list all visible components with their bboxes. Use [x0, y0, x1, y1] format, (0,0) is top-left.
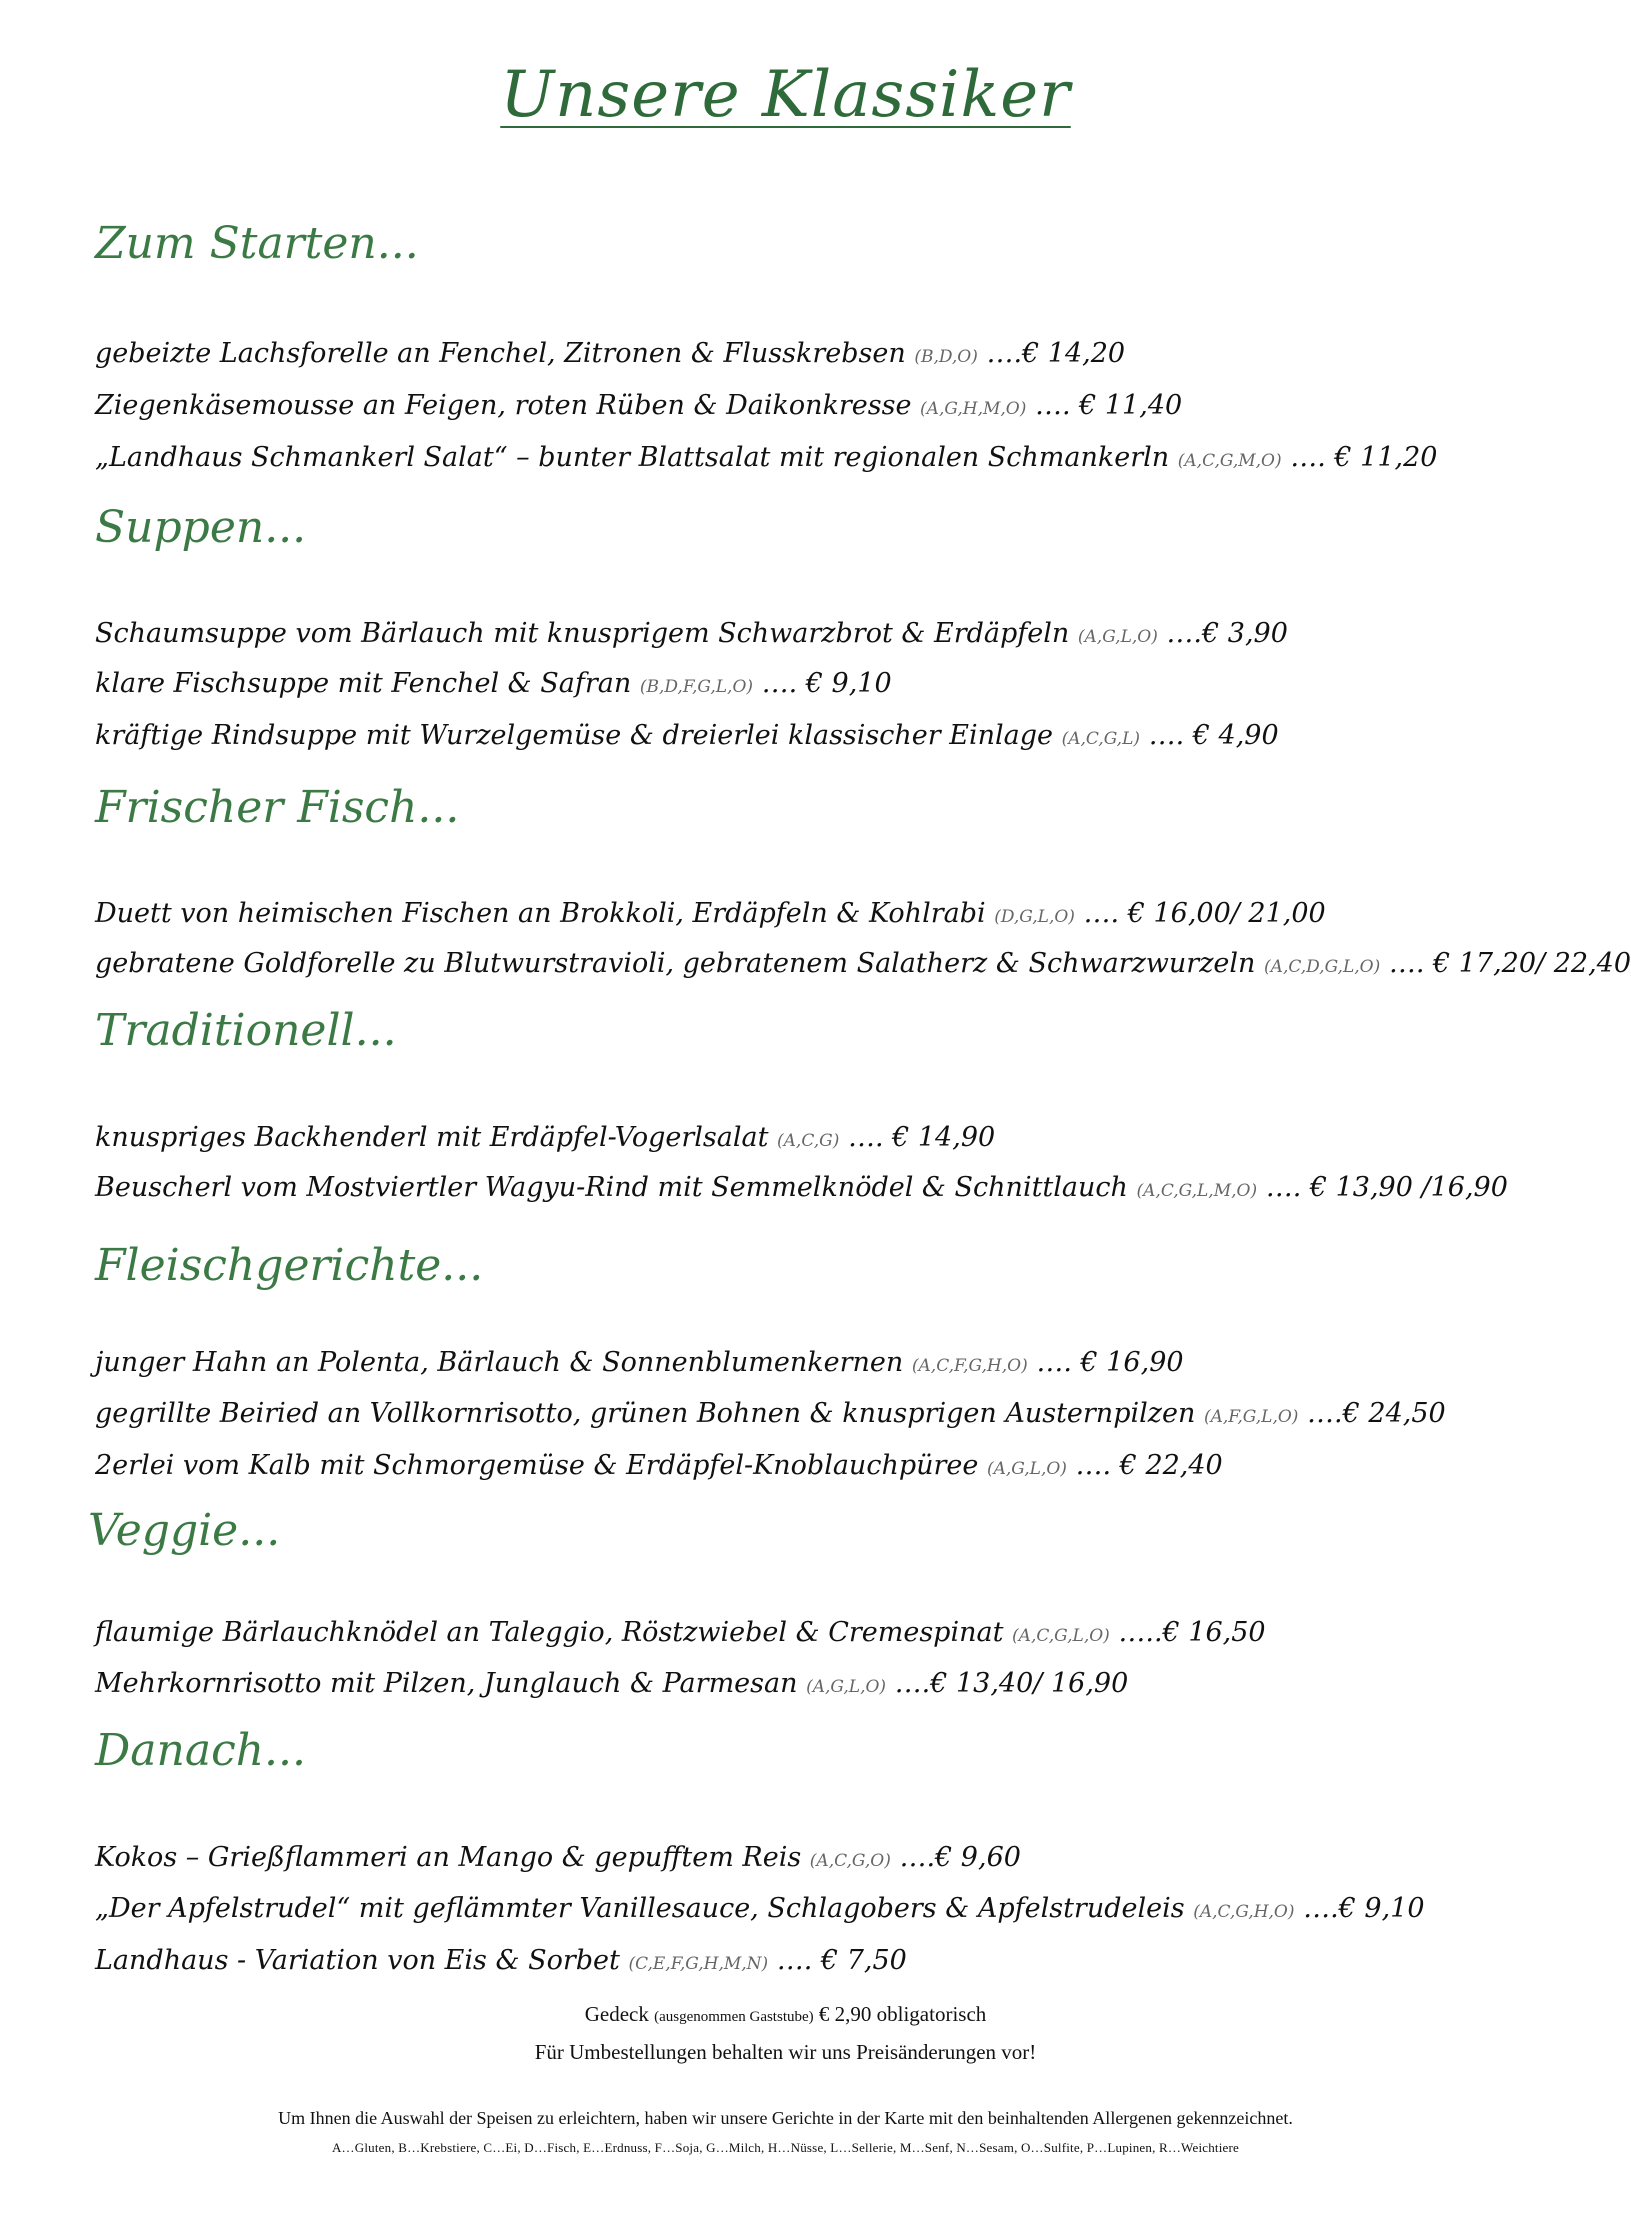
- menu-item: [95, 1842, 1021, 1873]
- menu-item-name: „Landhaus Schmankerl Salat“ – bunter Blattsalat mit regionalen Schmankerln: [95, 442, 1170, 473]
- price-change-note: Für Umbestellungen behalten wir uns Preisänderungen vor!: [534, 2040, 1037, 2064]
- menu-item-name: kräftige Rindsuppe mit Wurzelgemüse & dreierlei klassischer Einlage: [95, 720, 1053, 751]
- menu-item-name: klare Fischsuppe mit Fenchel & Safran: [95, 668, 632, 699]
- menu-item-price: …. € 16,90: [1036, 1347, 1184, 1378]
- menu-item-price: …. € 14,90: [847, 1122, 996, 1153]
- menu-item-name: Mehrkornrisotto mit Pilzen, Junglauch & Parmesan: [95, 1668, 798, 1699]
- allergen-key: A…Gluten, B…Krebstiere, C…Ei, D…Fisch, E…Erdnuss, F…Soja, G…Milch, H…Nüsse, L…Sellerie, M…Senf, N…Sesam, O…Sulfite, P…Lupinen, R…Weichtiere: [331, 2140, 1240, 2155]
- menu-item: [95, 1450, 1223, 1481]
- section-heading: Suppen...: [95, 502, 307, 553]
- menu-item-name: „Der Apfelstrudel“ mit geflämmter Vanillesauce, Schlagobers & Apfelstrudeleis: [95, 1893, 1185, 1924]
- menu-item-allergens: (C,E,F,G,H,M,N): [628, 1954, 769, 1974]
- menu-item-name: gebratene Goldforelle zu Blutwurstravioli, gebratenem Salatherz & Schwarzwurzeln: [95, 948, 1256, 979]
- menu-item-price: …. € 7,50: [776, 1945, 907, 1976]
- menu-item-price: ….€ 9,10: [1303, 1893, 1425, 1924]
- menu-item: [95, 720, 1279, 751]
- menu-item-allergens: (A,C,G,L,M,O): [1136, 1181, 1258, 1201]
- menu-item: [95, 442, 1437, 473]
- menu-item-price: …. € 11,40: [1034, 390, 1183, 421]
- menu-item: [95, 1172, 1508, 1203]
- menu-item-price: ….€ 9,60: [899, 1842, 1021, 1873]
- menu-item-name: Kokos – Grießflammeri an Mango & gepufftem Reis: [95, 1842, 802, 1873]
- menu-item: [95, 898, 1326, 929]
- menu-item-allergens: (A,C,G,M,O): [1177, 451, 1282, 471]
- menu-item-allergens: (A,C,G): [777, 1131, 840, 1151]
- menu-item-allergens: (A,F,G,L,O): [1203, 1407, 1299, 1427]
- menu-item-name: gebeizte Lachsforelle an Fenchel, Zitronen & Flusskrebsen: [95, 338, 906, 369]
- section-heading: Zum Starten...: [95, 218, 419, 269]
- menu-item-price: ….€ 14,20: [986, 338, 1126, 369]
- menu-item: [95, 668, 892, 699]
- menu-item: [95, 948, 1631, 979]
- menu-item-name: Schaumsuppe vom Bärlauch mit knusprigem Schwarzbrot & Erdäpfeln: [95, 618, 1070, 649]
- section-heading: Veggie...: [88, 1505, 281, 1556]
- menu-item-allergens: (A,C,D,G,L,O): [1264, 957, 1381, 977]
- menu-item-name: Duett von heimischen Fischen an Brokkoli, Erdäpfeln & Kohlrabi: [95, 898, 986, 929]
- menu-item-name: Ziegenkäsemousse an Feigen, roten Rüben & Daikonkresse: [95, 390, 912, 421]
- menu-item: [95, 1617, 1266, 1648]
- menu-item: [95, 390, 1182, 421]
- menu-item: [95, 1668, 1128, 1699]
- menu-item: [95, 1893, 1425, 1924]
- menu-item-price: ….€ 24,50: [1307, 1398, 1446, 1429]
- menu-item-allergens: (B,D,F,G,L,O): [639, 677, 754, 697]
- menu-item-allergens: (A,C,G,L): [1061, 729, 1140, 749]
- menu-item-allergens: (A,C,F,G,H,O): [911, 1356, 1028, 1376]
- menu-item: [95, 1398, 1446, 1429]
- menu-item-price: …. € 9,10: [761, 668, 892, 699]
- menu-item-name: junger Hahn an Polenta, Bärlauch & Sonnenblumenkernen: [95, 1347, 904, 1378]
- cover-charge-note: Gedeck (ausgenommen Gaststube) € 2,90 obligatorisch: [584, 2002, 987, 2026]
- menu-item: [95, 338, 1125, 369]
- menu-item-price: …. € 13,90 /16,90: [1265, 1172, 1508, 1203]
- menu-item-name: gegrillte Beiried an Vollkornrisotto, grünen Bohnen & knusprigen Austernpilzen: [95, 1398, 1196, 1429]
- menu-item-allergens: (A,G,H,M,O): [920, 399, 1027, 419]
- menu-item-name: Beuscherl vom Mostviertler Wagyu-Rind mit Semmelknödel & Schnittlauch: [95, 1172, 1128, 1203]
- menu-item-price: …. € 16,00/ 21,00: [1083, 898, 1326, 929]
- menu-item: [95, 1347, 1184, 1378]
- section-heading: Fleischgerichte...: [95, 1240, 484, 1291]
- menu-item-name: flaumige Bärlauchknödel an Taleggio, Röstzwiebel & Cremespinat: [95, 1617, 1004, 1648]
- menu-item-allergens: (A,C,G,L,O): [1012, 1626, 1110, 1646]
- section-heading: Frischer Fisch...: [95, 782, 460, 833]
- menu-item-price: ….€ 3,90: [1166, 618, 1288, 649]
- menu-title: Unsere Klassiker: [500, 58, 1071, 132]
- menu-item-price: …. € 22,40: [1075, 1450, 1223, 1481]
- menu-item: [95, 1945, 907, 1976]
- menu-item-price: …. € 17,20/ 22,40: [1388, 948, 1631, 979]
- menu-item-price: …. € 11,20: [1290, 442, 1438, 473]
- menu-item: [95, 618, 1288, 649]
- menu-item-allergens: (D,G,L,O): [994, 907, 1075, 927]
- allergen-note: Um Ihnen die Auswahl der Speisen zu erleichtern, haben wir unsere Gerichte in der Karte mit den beinhaltenden Allergenen gekennzeichnet.: [278, 2108, 1293, 2128]
- menu-item-allergens: (A,C,G,H,O): [1193, 1902, 1295, 1922]
- menu-item-price: …. € 4,90: [1148, 720, 1279, 751]
- menu-item-name: 2erlei vom Kalb mit Schmorgemüse & Erdäpfel-Knoblauchpüree: [95, 1450, 979, 1481]
- menu-item: [95, 1122, 995, 1153]
- menu-item-price: …..€ 16,50: [1118, 1617, 1266, 1648]
- section-heading: Danach...: [95, 1725, 307, 1776]
- menu-item-price: ….€ 13,40/ 16,90: [894, 1668, 1129, 1699]
- menu-item-name: Landhaus - Variation von Eis & Sorbet: [95, 1945, 620, 1976]
- menu-item-name: knuspriges Backhenderl mit Erdäpfel-Vogerlsalat: [95, 1122, 769, 1153]
- menu-item-allergens: (B,D,O): [914, 347, 978, 367]
- menu-item-allergens: (A,C,G,O): [809, 1851, 891, 1871]
- menu-item-allergens: (A,G,L,O): [806, 1677, 887, 1697]
- menu-item-allergens: (A,G,L,O): [1077, 627, 1158, 647]
- section-heading: Traditionell...: [95, 1005, 397, 1056]
- menu-item-allergens: (A,G,L,O): [986, 1459, 1067, 1479]
